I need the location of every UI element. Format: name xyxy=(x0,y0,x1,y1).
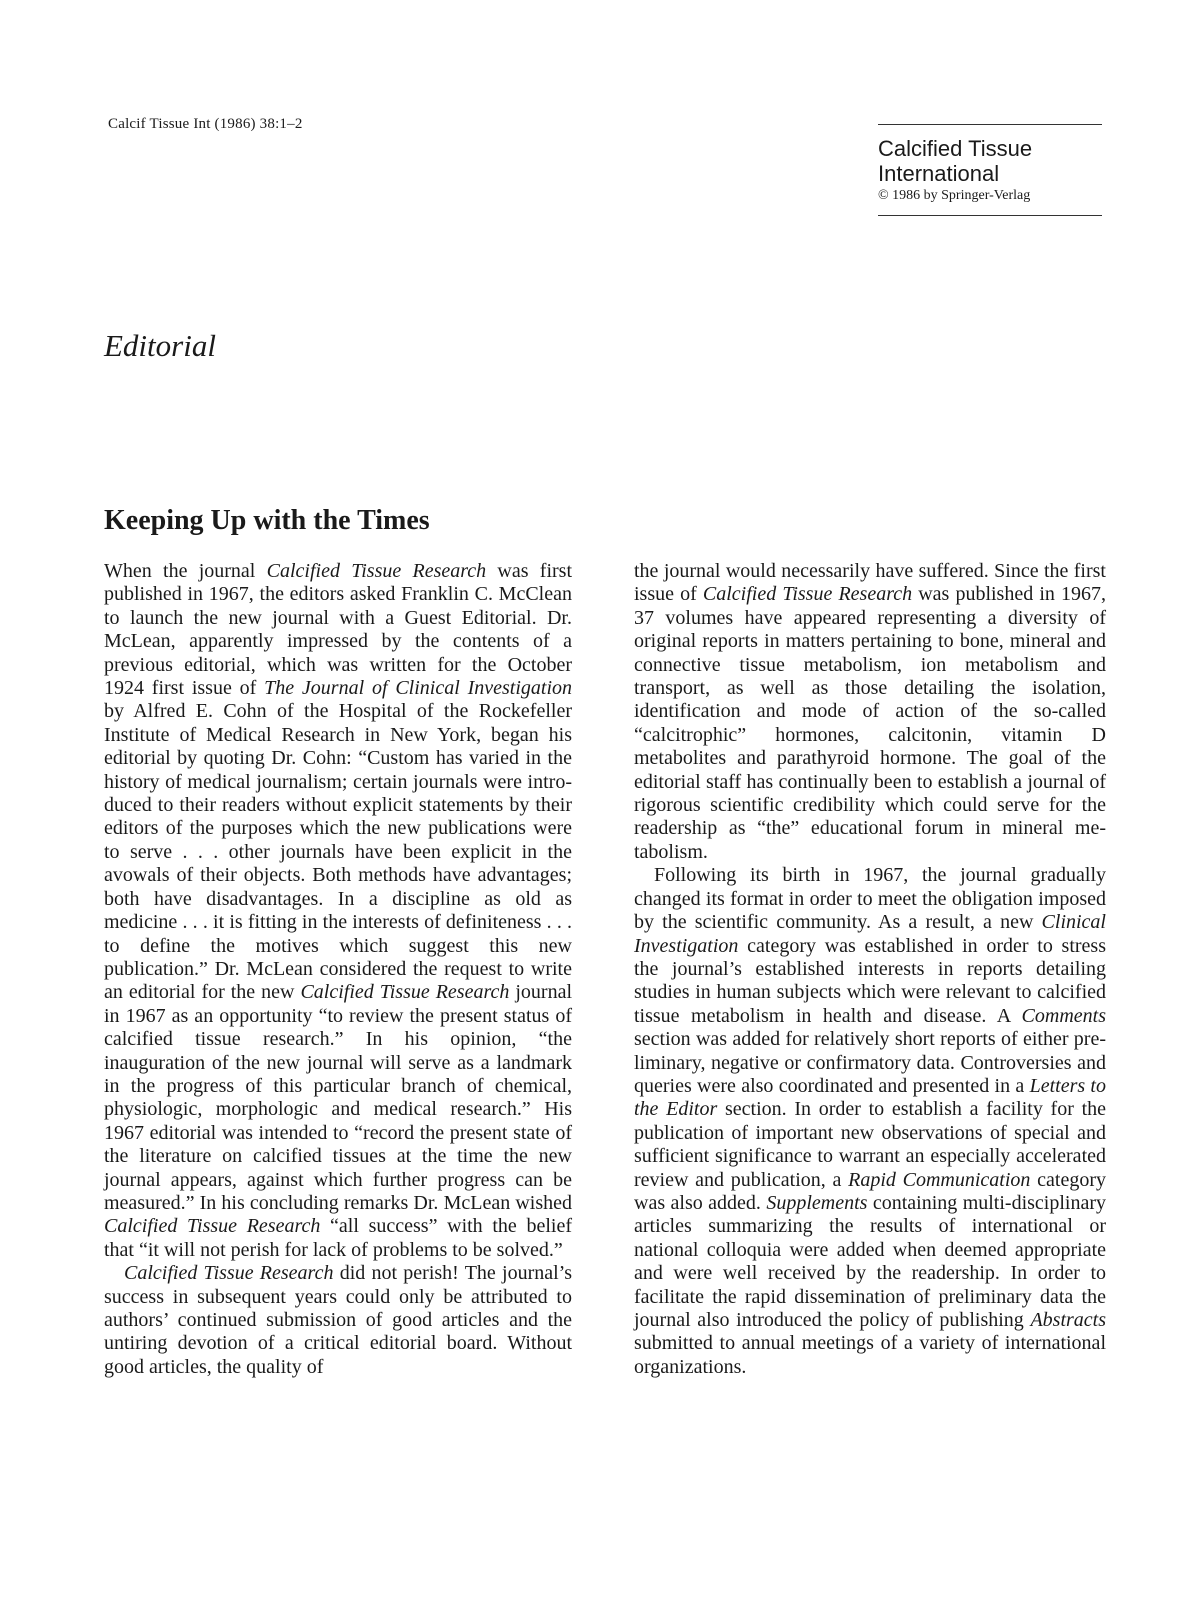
italic-text: Calcified Tissue Research xyxy=(300,981,510,1004)
journal-name xyxy=(878,136,1102,186)
journal-citation: Calcif Tissue Int (1986) 38:1–2 xyxy=(108,116,303,132)
italic-text: Clinical Investigation xyxy=(634,911,1106,957)
copyright-notice: © 1986 by Springer-Verlag xyxy=(878,188,1031,203)
text-run: journal in 1967 as an opportunity “to review the present status of calcified tissue research.” In his opinion, “the inauguration of the new journal will serve as a landmark in the progress of this particular branch of chemical, physiologic, morphologic and medical research.” His 1967 editorial was intended to “record the present state of the literature on calcified tissues at the time the new journal appears, against which further progress can be measured.” In his concluding remarks Dr. McLean wished xyxy=(104,981,573,1214)
italic-text: Supplements xyxy=(766,1191,868,1214)
masthead-bottom-rule xyxy=(878,215,1102,216)
italic-text: Comments xyxy=(1021,1004,1106,1027)
text-run: section. In order to establish a facility for the publication of important new observations of special and sufficient significance to warrant an especially accelerated review and publication, a xyxy=(634,1098,1107,1191)
section-label: Editorial xyxy=(104,328,216,363)
italic-text: Letters to the Editor xyxy=(634,1074,1106,1121)
article-title: Keeping Up with the Times xyxy=(104,505,430,536)
italic-text: Calcified Tissue Research xyxy=(104,1215,321,1238)
text-run: section was added for relatively short reports of either preliminary, negative or confirmatory data. Controversies and queries were also coordinated and presented in a xyxy=(634,1028,1106,1097)
text-run: containing multi-disciplinary articles summarizing the results of international or national colloquia were added when deemed appropriate and were well received by the readership. In order to facilitate the rapid dissemination of preliminary data the journal also introduced the policy of publishing xyxy=(634,1191,1107,1331)
masthead-top-rule xyxy=(878,124,1102,125)
text-run: Following its birth in 1967, the journal gradually changed its format in order to meet the obligation imposed by the scientific community. As a result, a new xyxy=(634,864,1106,934)
journal-name-line2: International xyxy=(878,161,1000,186)
paragraph xyxy=(104,1262,572,1379)
text-run: by Alfred E. Cohn of the Hospital of the Rockefeller Institute of Medical Research in New York, began his editorial by quoting Dr. Cohn: “Custom has varied in the history of medical journalism; certain journals were introduced to their readers without explicit statements by their editors of the purposes which the new publications were to serve . . . other journals have been explicit in the avowals of their objects. Both methods have advantages; both have disadvantages. In a discipline as old as medicine . . . it is fitting in the interests of definiteness . . . to define the motives which suggest this new publication.” Dr. McLean considered the request to write an editorial for the new xyxy=(104,700,572,1004)
text-run: the journal would necessarily have suffered. Since the first issue of xyxy=(634,560,1106,606)
paragraph xyxy=(634,864,1106,1379)
text-run: When the journal xyxy=(104,560,267,582)
text-run: category was also added. xyxy=(634,1168,1106,1214)
italic-text: The Journal of Clinical Investigation xyxy=(264,677,572,700)
italic-text: Abstracts xyxy=(1030,1309,1106,1331)
journal-masthead xyxy=(878,124,1102,216)
text-run: “all success” with the belief that “it will not perish for lack of problems to be solved.” xyxy=(104,1215,572,1261)
text-run: was first published in 1967, the editors asked Franklin C. McClean to launch the new journal with a Guest Editorial. Dr. McLean, apparently impressed by the contents of a previous editorial, which was written for the October 1924 first issue of xyxy=(104,560,572,700)
text-run: submitted to annual meetings of a variety of international organizations. xyxy=(634,1332,1106,1378)
text-run: category was established in order to stress the journal’s established interests in reports detailing studies in human subjects which were relevant to calcified tissue metabolism in health and disease. A xyxy=(634,934,1106,1027)
paragraph xyxy=(104,560,572,1262)
italic-text: Calcified Tissue Research xyxy=(124,1262,334,1285)
text-run: was published in 1967, 37 volumes have appeared representing a diversity of original reports in matters pertaining to bone, mineral and connective tissue metabolism, ion metabolism and transport, as well as those detailing the isolation, identification and mode of action of the so-called “calcitrophic” hormones, calcitonin, vitamin D metabolites and parathyroid hormone. The goal of the editorial staff has continually been to establish a journal of rigorous scientific credibility which could serve for the readership as “the” educational forum in mineral metabolism. xyxy=(634,583,1106,863)
italic-text: Calcified Tissue Research xyxy=(266,560,487,582)
right-column xyxy=(634,560,1106,1379)
italic-text: Rapid Communication xyxy=(848,1168,1031,1191)
text-run: did not perish! The journal’s success in subsequent years could only be attributed to authors’ continued submission of good articles and the untiring devotion of a critical editorial board. Without good articles, the quality of xyxy=(104,1262,573,1378)
paragraph xyxy=(634,560,1106,864)
left-column xyxy=(104,560,572,1379)
italic-text: Calcified Tissue Research xyxy=(702,583,913,606)
journal-name-line1: Calcified Tissue xyxy=(878,136,1033,161)
